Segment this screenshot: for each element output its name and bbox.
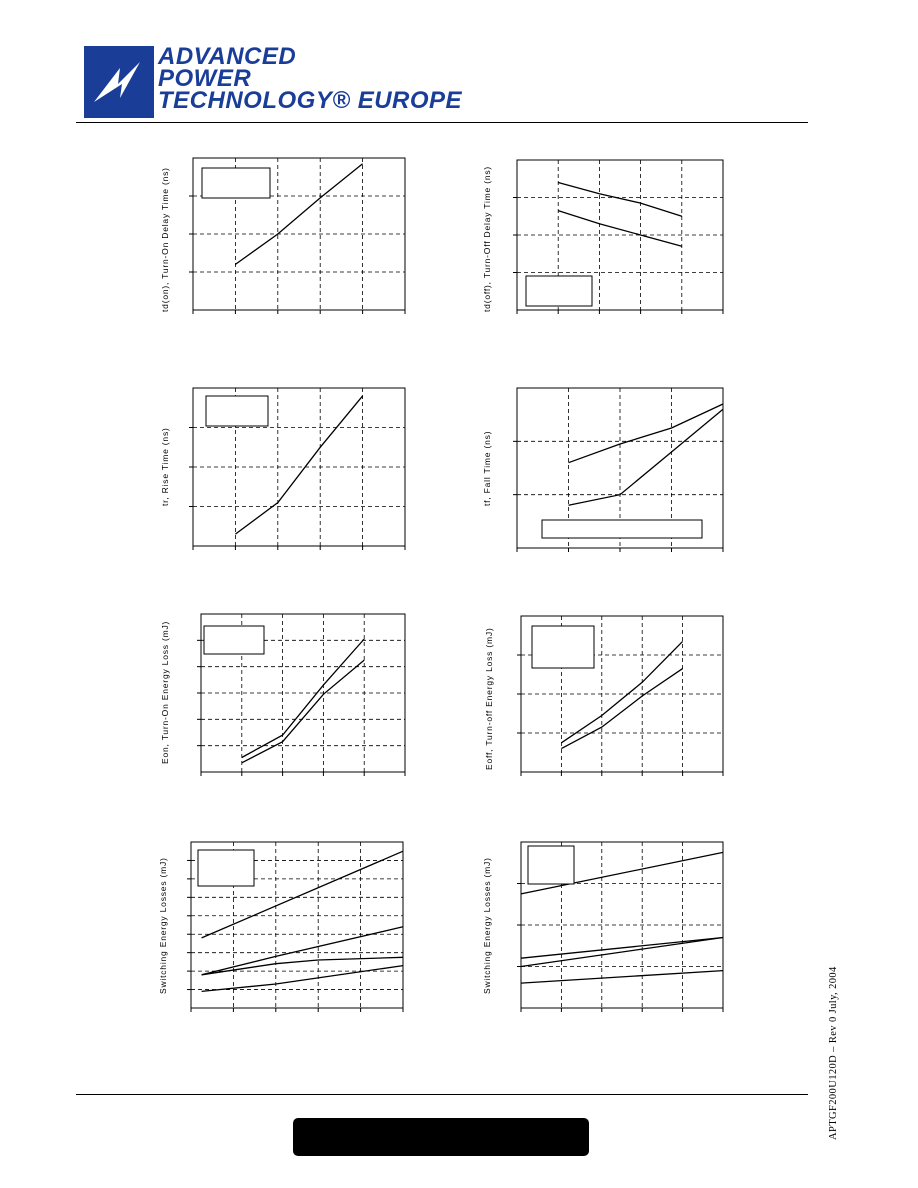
legend-box: [542, 520, 702, 538]
footer-rule: [76, 1094, 808, 1095]
series-line-1: [202, 851, 403, 938]
y-axis-label: tf, Fall Time (ns): [482, 430, 492, 506]
plot-frame: [201, 614, 405, 772]
series-line-4: [521, 971, 723, 984]
legend-box: [198, 850, 254, 886]
legend-box: [532, 626, 594, 668]
series-line-2: [558, 211, 682, 247]
series-line-3: [521, 938, 723, 967]
series-line-1: [558, 183, 682, 217]
series-line-1: [561, 641, 682, 742]
plot-frame: [517, 160, 723, 310]
y-axis-label: td(on), Turn-On Delay Time (ns): [160, 167, 170, 312]
plot-frame: [521, 616, 723, 772]
plot-frame: [521, 842, 723, 1008]
y-axis-label: Switching Energy Losses (mJ): [158, 857, 168, 994]
y-axis-label: tr, Rise Time (ns): [160, 427, 170, 506]
series-line-1: [242, 639, 364, 758]
y-axis-label: Eon, Turn-On Energy Loss (mJ): [160, 620, 170, 764]
plot-frame: [193, 158, 405, 310]
plot-frame: [193, 388, 405, 546]
company-logo: [84, 43, 463, 118]
series-line-2: [569, 409, 724, 505]
series-line-3: [202, 957, 403, 975]
plot-frame: [517, 388, 723, 548]
logo-mark-icon: [84, 46, 154, 118]
legend-box: [206, 396, 268, 426]
series-line-2: [561, 669, 682, 749]
logo-line-2: POWER: [158, 65, 252, 92]
legend-box: [526, 276, 592, 306]
legend-box: [202, 168, 270, 198]
series-line-2: [202, 927, 403, 975]
logo-line-3: TECHNOLOGY® EUROPE: [158, 87, 463, 114]
series-line-1: [569, 404, 724, 463]
footer-bar: [293, 1118, 589, 1156]
legend-box: [528, 846, 574, 884]
document-revision: APTGF200U120D – Rev 0 July, 2004: [828, 966, 839, 1140]
y-axis-label: td(off), Turn-Off Delay Time (ns): [482, 165, 492, 312]
series-line-4: [202, 966, 403, 992]
y-axis-label: Eoff, Turn-off Energy Loss (mJ): [484, 627, 494, 770]
plot-frame: [191, 842, 403, 1008]
series-line-2: [242, 660, 364, 763]
header-rule: [76, 122, 808, 123]
y-axis-label: Switching Energy Losses (mJ): [482, 857, 492, 994]
logo-line-1: ADVANCED: [158, 43, 297, 70]
series-line-1: [235, 164, 362, 265]
series-line-1: [521, 852, 723, 894]
series-line-2: [521, 938, 723, 959]
logo-wordmark: [158, 43, 463, 114]
legend-box: [204, 626, 264, 654]
series-line-1: [235, 396, 362, 534]
